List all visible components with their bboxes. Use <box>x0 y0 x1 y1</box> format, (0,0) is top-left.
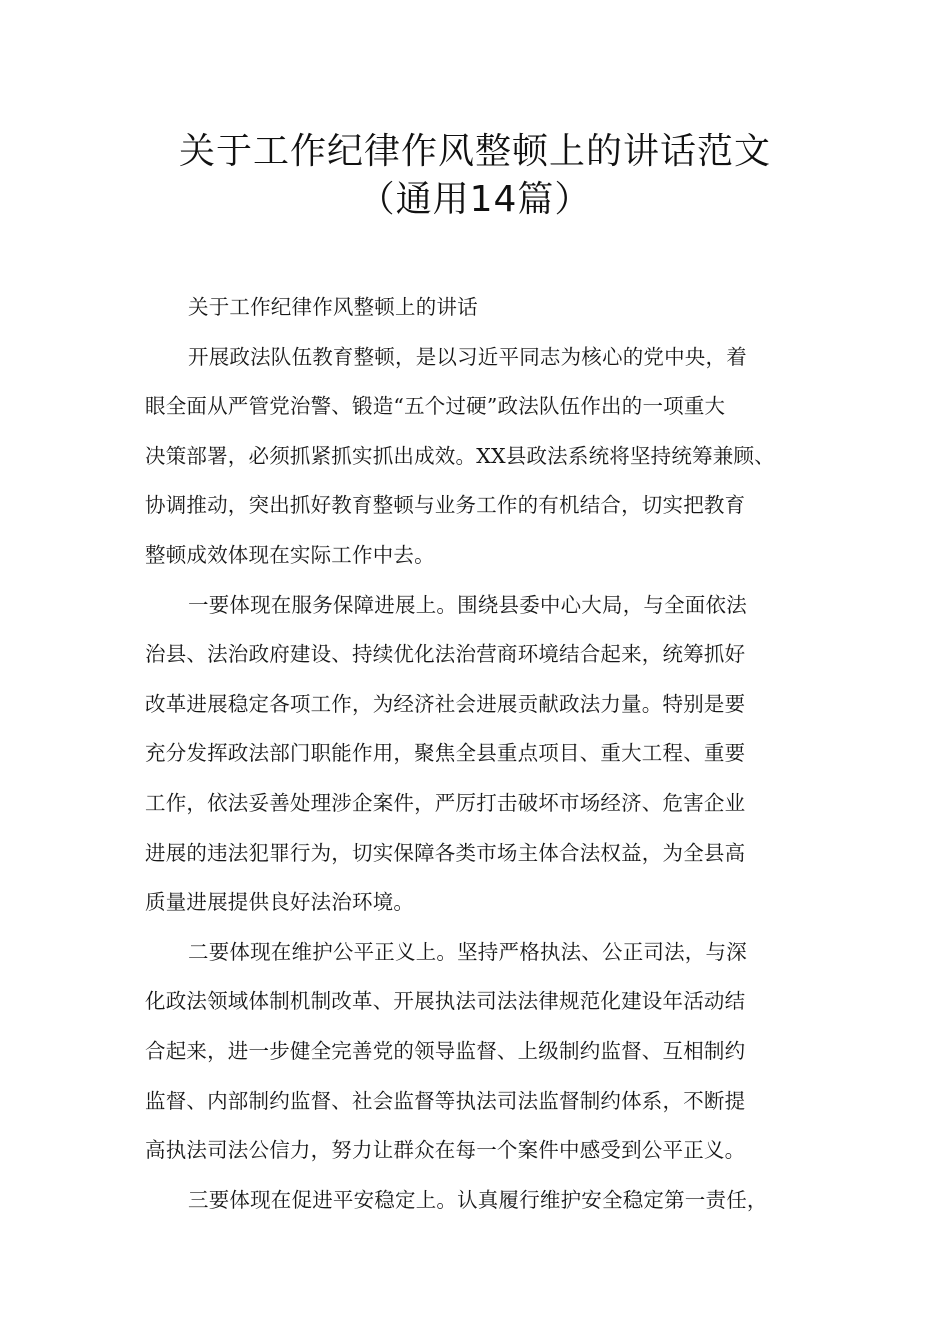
paragraph-line: 工作，依法妥善处理涉企案件，严厉打击破坏市场经济、危害企业 <box>145 790 746 815</box>
paragraph-line: 化政法领域体制机制改革、开展执法司法法律规范化建设年活动结 <box>145 989 746 1014</box>
document-title <box>0 128 950 224</box>
paragraph-line: 开展政法队伍教育整顿，是以习近平同志为核心的党中央，着 <box>188 344 747 369</box>
paragraph-line: 监督、内部制约监督、社会监督等执法司法监督制约体系，不断提 <box>145 1088 746 1113</box>
paragraph-line: 三要体现在促进平安稳定上。认真履行维护安全稳定第一责任， <box>188 1187 768 1212</box>
paragraph-line: 质量进展提供良好法治环境。 <box>145 890 415 915</box>
section-heading: 关于工作纪律作风整顿上的讲话 <box>188 295 478 319</box>
paragraph-line: 二要体现在维护公平正义上。坚持严格执法、公正司法，与深 <box>188 939 747 964</box>
paragraph-line: 高执法司法公信力，努力让群众在每一个案件中感受到公平正义。 <box>145 1138 746 1163</box>
title-line-1: 关于工作纪律作风整顿上的讲话范文 <box>178 131 771 172</box>
paragraph-line: 进展的违法犯罪行为，切实保障各类市场主体合法权益，为全县高 <box>145 840 746 865</box>
document-body <box>145 283 825 1225</box>
paragraph-line: 眼全面从严管党治警、锻造“五个过硬”政法队伍作出的一项重大 <box>145 394 726 419</box>
title-line-2: （通用14篇） <box>358 179 592 220</box>
paragraph-line: 合起来，进一步健全完善党的领导监督、上级制约监督、互相制约 <box>145 1038 746 1063</box>
paragraph-line: 整顿成效体现在实际工作中去。 <box>145 542 435 567</box>
paragraph-line: 治县、法治政府建设、持续优化法治营商环境结合起来，统筹抓好 <box>145 642 746 667</box>
paragraph-line: 改革进展稳定各项工作，为经济社会进展贡献政法力量。特别是要 <box>145 691 746 716</box>
paragraph-line: 充分发挥政法部门职能作用，聚焦全县重点项目、重大工程、重要 <box>145 741 746 766</box>
paragraph-line: 协调推动，突出抓好教育整顿与业务工作的有机结合，切实把教育 <box>145 493 746 518</box>
paragraph-line: 一要体现在服务保障进展上。围绕县委中心大局，与全面依法 <box>188 592 747 617</box>
paragraph-line: 决策部署，必须抓紧抓实抓出成效。XX县政法系统将坚持统筹兼顾、 <box>145 443 775 468</box>
